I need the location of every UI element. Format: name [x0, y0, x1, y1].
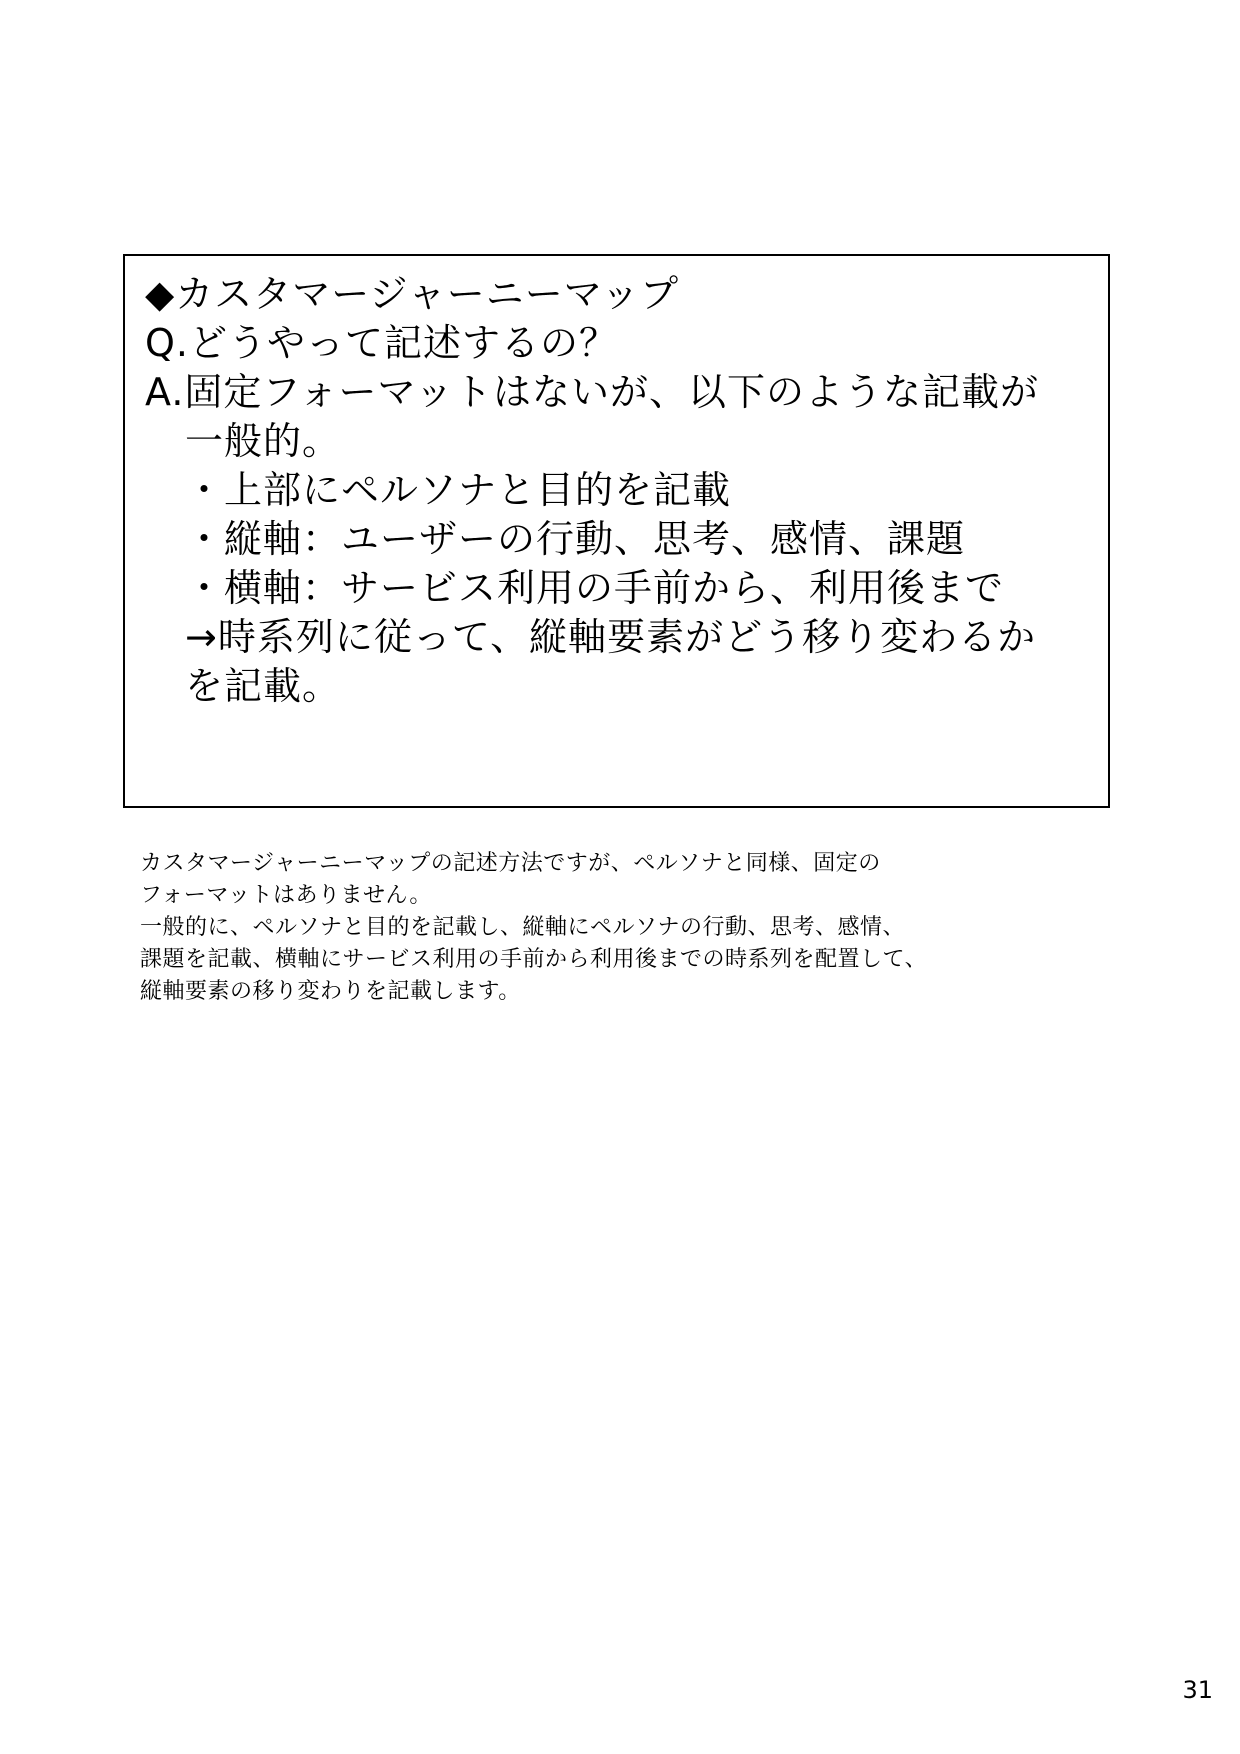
- notes-line: 縦軸要素の移り変わりを記載します。: [140, 979, 521, 1004]
- bullet-top-section: ・上部にペルソナと目的を記載: [185, 468, 732, 512]
- arrow-summary-line-continued: を記載。: [185, 664, 342, 708]
- bullet-vertical-axis: ・縦軸：ユーザーの行動、思考、感情、課題: [185, 517, 966, 561]
- answer-line-continued: 一般的。: [185, 419, 342, 463]
- answer-line: A.固定フォーマットはないが、以下のような記載が: [145, 370, 1039, 414]
- slide-heading: ◆カスタマージャーニーマップ: [145, 272, 680, 316]
- slide-frame: [123, 254, 1110, 808]
- speaker-notes: [140, 848, 1100, 1008]
- slide-content: [145, 270, 1095, 711]
- notes-line: フォーマットはありません。: [140, 883, 432, 908]
- notes-line: 課題を記載、横軸にサービス利用の手前から利用後までの時系列を配置して、: [140, 947, 928, 972]
- bullet-horizontal-axis: ・横軸：サービス利用の手前から、利用後まで: [185, 566, 1005, 610]
- notes-line: 一般的に、ペルソナと目的を記載し、縦軸にペルソナの行動、思考、感情、: [140, 915, 906, 940]
- question-line: Q.どうやって記述するの？: [145, 321, 618, 365]
- notes-line: カスタマージャーニーマップの記述方法ですが、ペルソナと同様、固定の: [140, 851, 881, 876]
- arrow-summary-line: →時系列に従って、縦軸要素がどう移り変わるか: [185, 615, 1037, 659]
- page-number: 31: [1182, 1676, 1213, 1704]
